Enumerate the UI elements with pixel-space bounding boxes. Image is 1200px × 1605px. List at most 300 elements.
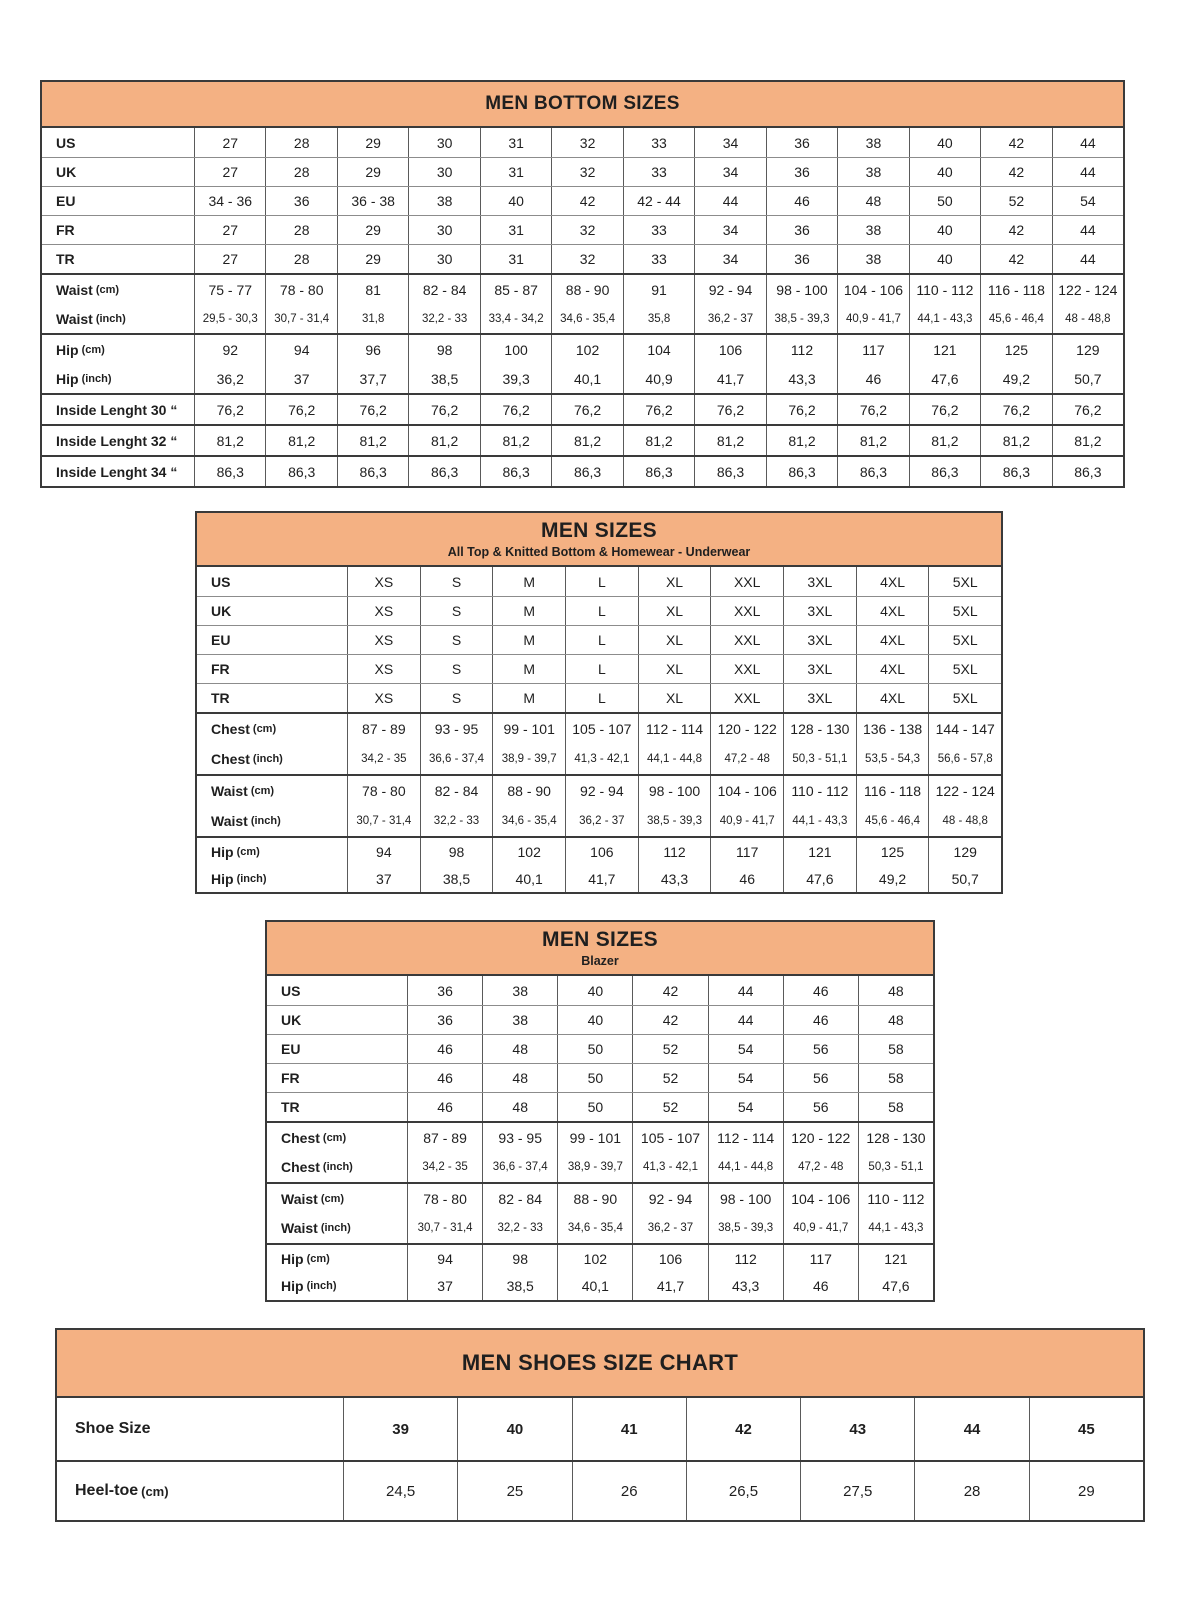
value-cell: 42 - 44: [623, 187, 694, 215]
row-label-text: Heel-toe: [75, 1482, 139, 1499]
value-cell: 76,2: [408, 395, 479, 424]
value-cell: [783, 714, 856, 774]
row-label: [42, 395, 194, 424]
inch-value: 36,2 - 37: [647, 1222, 694, 1235]
cm-value: 121: [808, 843, 832, 860]
row-label-text: Waist: [211, 783, 248, 799]
value-cell: 40: [909, 245, 980, 273]
inch-value: 41,7: [588, 870, 616, 887]
cm-value: 116 - 118: [987, 281, 1045, 298]
row-label: [197, 776, 347, 836]
value-cell: 4XL: [856, 655, 929, 683]
value-cell: L: [565, 684, 638, 712]
row-label: [42, 275, 194, 333]
value-cell: [194, 335, 265, 393]
value-cell: [783, 776, 856, 836]
value-cell: 42: [686, 1398, 800, 1460]
inch-value: 40,1: [573, 370, 602, 387]
cm-value: 94: [293, 341, 310, 358]
value-cell: 31: [480, 128, 551, 157]
inch-value: 47,6: [882, 1278, 910, 1295]
value-cell: [337, 275, 408, 333]
inch-value: 50,7: [1074, 370, 1102, 387]
value-cell: 3XL: [783, 626, 856, 654]
row-label-text: FR: [56, 222, 75, 238]
row-label: [267, 1006, 407, 1034]
value-cell: 54: [708, 1093, 783, 1121]
table-row: [42, 186, 1123, 215]
inch-label-line: [267, 1273, 407, 1301]
row-label-text: Chest: [211, 721, 250, 737]
value-cell: 81,2: [337, 426, 408, 455]
row-label-text: Waist: [56, 281, 93, 298]
value-cell: 46: [766, 187, 837, 215]
inch-value: 43,3: [788, 370, 816, 387]
value-cell: 4XL: [856, 684, 929, 712]
value-cell: 44: [694, 187, 765, 215]
men-sizes-tops-header: [197, 513, 1001, 567]
value-cell: [837, 335, 908, 393]
value-cell: [623, 335, 694, 393]
row-label-text: Inside Lenght 34 “: [56, 463, 178, 480]
value-cell: 86,3: [408, 457, 479, 486]
inch-value: 32,2 - 33: [421, 312, 468, 325]
value-cell: 29: [337, 216, 408, 244]
inch-value: 50,7: [951, 870, 979, 887]
value-cell: 42: [632, 976, 707, 1005]
value-cell: XS: [347, 567, 420, 596]
value-cell: 36 - 38: [337, 187, 408, 215]
cm-value: 122 - 124: [935, 783, 995, 799]
row-label: [42, 187, 194, 215]
inch-value: 40,9 - 41,7: [719, 815, 775, 827]
table-row: [42, 333, 1123, 393]
value-cell: 40: [557, 976, 632, 1005]
row-label: [197, 714, 347, 774]
cm-value: 92 - 94: [708, 281, 753, 298]
row-label: [197, 597, 347, 625]
row-label: [42, 245, 194, 273]
inch-label-line: [197, 865, 347, 892]
value-cell: 86,3: [480, 457, 551, 486]
value-cell: [407, 1184, 482, 1243]
inch-value: 36,6 - 37,4: [492, 1161, 548, 1174]
cm-value: 104 - 106: [843, 281, 904, 298]
value-cell: 38: [837, 216, 908, 244]
cm-value: 125: [1004, 341, 1029, 358]
inch-value: 34,6 - 35,4: [560, 312, 616, 325]
value-cell: L: [565, 626, 638, 654]
value-cell: 30: [408, 128, 479, 157]
value-cell: 54: [708, 1064, 783, 1092]
cm-label-line: [267, 1245, 407, 1273]
value-cell: 28: [265, 245, 336, 273]
inch-label-line: [42, 304, 194, 333]
cm-value: 106: [658, 1250, 683, 1267]
table-row: [42, 424, 1123, 455]
value-cell: S: [420, 597, 493, 625]
value-cell: 31: [480, 216, 551, 244]
table-row: [267, 1063, 933, 1092]
value-cell: [407, 1123, 482, 1182]
inch-value: 35,8: [647, 312, 671, 325]
value-cell: 28: [265, 128, 336, 157]
row-label-text: Hip: [56, 370, 79, 387]
value-cell: 46: [407, 1093, 482, 1121]
value-cell: [337, 335, 408, 393]
value-cell: XL: [638, 597, 711, 625]
value-cell: 58: [858, 1093, 933, 1121]
cm-value: 112: [734, 1250, 757, 1267]
inch-value: 49,2: [878, 870, 907, 887]
value-cell: L: [565, 597, 638, 625]
cm-value: 98 - 100: [719, 1190, 772, 1207]
value-cell: [565, 838, 638, 892]
inch-value: 40,9 - 41,7: [793, 1222, 849, 1235]
value-cell: 32: [551, 158, 622, 186]
row-label-text: Hip: [56, 341, 79, 358]
value-cell: [708, 1184, 783, 1243]
value-cell: 34: [694, 216, 765, 244]
table-row: [267, 1005, 933, 1034]
value-cell: 27,5: [800, 1462, 914, 1520]
inch-value: 46: [812, 1278, 829, 1295]
value-cell: 34: [694, 128, 765, 157]
value-cell: 31: [480, 245, 551, 273]
table-body: [57, 1398, 1143, 1520]
cm-value: 102: [517, 843, 541, 860]
inch-value: 34,6 - 35,4: [567, 1222, 623, 1235]
value-cell: 26,5: [686, 1462, 800, 1520]
value-cell: 76,2: [694, 395, 765, 424]
value-cell: S: [420, 626, 493, 654]
cm-value: 105 - 107: [572, 721, 632, 737]
value-cell: [551, 275, 622, 333]
row-label-unit: (cm): [306, 1252, 330, 1265]
cm-value: 98: [512, 1250, 528, 1267]
value-cell: 81,2: [837, 426, 908, 455]
value-cell: XXL: [710, 684, 783, 712]
value-cell: 3XL: [783, 597, 856, 625]
value-cell: 39: [343, 1398, 457, 1460]
row-label-unit: (inch): [81, 372, 112, 385]
row-label-unit: (cm): [95, 283, 120, 296]
cm-value: 104 - 106: [717, 783, 777, 799]
cm-label-line: [197, 838, 347, 865]
inch-label-line: [42, 364, 194, 393]
cm-value: 116 - 118: [863, 783, 922, 799]
value-cell: [694, 275, 765, 333]
inch-value: 36,2: [216, 370, 244, 387]
value-cell: 27: [194, 158, 265, 186]
value-cell: XL: [638, 684, 711, 712]
table-row: [42, 157, 1123, 186]
value-cell: XL: [638, 626, 711, 654]
row-label-text: Inside Lenght 30 “: [56, 401, 178, 418]
row-label: [267, 1064, 407, 1092]
value-cell: 46: [407, 1064, 482, 1092]
inch-value: 44,1 - 43,3: [917, 312, 973, 325]
value-cell: 76,2: [837, 395, 908, 424]
cm-label-line: [42, 275, 194, 304]
cm-value: 136 - 138: [862, 721, 923, 737]
row-label-unit: (cm): [320, 1192, 345, 1205]
inch-value: 38,9 - 39,7: [501, 753, 557, 765]
inch-value: 41,7: [656, 1278, 685, 1295]
value-cell: 5XL: [928, 597, 1001, 625]
value-cell: 44: [1052, 158, 1123, 186]
value-cell: 29: [337, 245, 408, 273]
value-cell: 81,2: [766, 426, 837, 455]
men-bottom-sizes-header: [42, 82, 1123, 128]
row-label-text: Chest: [211, 751, 250, 767]
row-label-text: Hip: [211, 843, 234, 860]
value-cell: [638, 838, 711, 892]
cm-value: 93 - 95: [434, 721, 479, 737]
cm-value: 117: [809, 1250, 832, 1267]
value-cell: 50: [557, 1064, 632, 1092]
cm-value: 105 - 107: [640, 1129, 701, 1146]
value-cell: M: [492, 684, 565, 712]
inch-value: 45,6 - 46,4: [865, 815, 921, 827]
row-label-unit: (inch): [322, 1161, 353, 1174]
value-cell: [856, 714, 929, 774]
table-row: [197, 836, 1001, 892]
table-subtitle: Blazer: [581, 954, 619, 968]
table-row: [42, 273, 1123, 333]
cm-value: 98 - 100: [648, 783, 701, 799]
value-cell: 86,3: [623, 457, 694, 486]
inch-value: 41,3 - 42,1: [643, 1161, 698, 1174]
row-label-text: Hip: [211, 870, 234, 887]
row-label: [42, 158, 194, 186]
value-cell: 46: [407, 1035, 482, 1063]
cm-value: 121: [933, 341, 957, 358]
cm-value: 82 - 84: [434, 783, 479, 799]
table-row: [197, 654, 1001, 683]
value-cell: 4XL: [856, 626, 929, 654]
row-label: [197, 567, 347, 596]
row-label-text: Waist: [56, 310, 93, 327]
inch-label-line: [267, 1153, 407, 1183]
inch-value: 45,6 - 46,4: [988, 312, 1044, 325]
value-cell: 86,3: [909, 457, 980, 486]
table-row: [42, 215, 1123, 244]
value-cell: [783, 1245, 858, 1300]
value-cell: 33: [623, 245, 694, 273]
cm-value: 129: [953, 843, 977, 860]
value-cell: 81,2: [980, 426, 1051, 455]
value-cell: 40: [557, 1006, 632, 1034]
inch-value: 38,5: [431, 370, 459, 387]
cm-value: 102: [583, 1250, 608, 1267]
row-label-unit: (cm): [236, 845, 260, 858]
value-cell: 46: [783, 1006, 858, 1034]
row-label: [197, 655, 347, 683]
inch-value: 48 - 48,8: [942, 815, 988, 827]
cm-value: 87 - 89: [362, 721, 406, 737]
row-label-text: UK: [281, 1012, 302, 1028]
value-cell: [710, 776, 783, 836]
table-row: [267, 1092, 933, 1121]
value-cell: [420, 776, 493, 836]
value-cell: 86,3: [551, 457, 622, 486]
row-label: [267, 1123, 407, 1182]
inch-label-line: [267, 1214, 407, 1244]
cm-value: 92 - 94: [648, 1190, 693, 1207]
row-label-text: US: [211, 573, 231, 590]
row-label: [267, 1035, 407, 1063]
row-label-unit: (cm): [81, 343, 105, 356]
inch-value: 34,6 - 35,4: [501, 815, 557, 827]
cm-value: 92 - 94: [580, 783, 624, 799]
inch-value: 39,3: [502, 370, 530, 387]
value-cell: [858, 1184, 933, 1243]
inch-value: 38,5 - 39,3: [647, 815, 703, 827]
inch-value: 32,2 - 33: [497, 1222, 543, 1235]
inch-value: 43,3: [660, 870, 689, 887]
value-cell: [783, 1123, 858, 1182]
value-cell: 81,2: [1052, 426, 1123, 455]
cm-value: 121: [884, 1250, 908, 1267]
table-row: [197, 774, 1001, 836]
cm-value: 128 - 130: [790, 721, 850, 737]
table-row: [42, 128, 1123, 157]
row-label: [42, 457, 194, 486]
row-label-unit: (inch): [252, 753, 283, 765]
value-cell: 28: [265, 216, 336, 244]
value-cell: [909, 275, 980, 333]
value-cell: 76,2: [980, 395, 1051, 424]
value-cell: [909, 335, 980, 393]
cm-value: 88 - 90: [507, 783, 551, 799]
value-cell: [766, 275, 837, 333]
inch-value: 36,6 - 37,4: [429, 753, 484, 765]
value-cell: 40: [480, 187, 551, 215]
table-row: [267, 1121, 933, 1182]
cm-value: 129: [1076, 341, 1100, 358]
cm-value: 93 - 95: [498, 1129, 542, 1146]
inch-value: 47,6: [931, 370, 959, 387]
value-cell: [632, 1184, 707, 1243]
table-title: MEN SHOES SIZE CHART: [461, 1350, 739, 1375]
row-label: [57, 1398, 343, 1460]
table-row: [197, 596, 1001, 625]
value-cell: 48: [858, 976, 933, 1005]
value-cell: [632, 1123, 707, 1182]
cm-value: 94: [376, 843, 392, 860]
value-cell: XS: [347, 684, 420, 712]
inch-value: 31,8: [361, 312, 385, 325]
row-label: [197, 838, 347, 892]
value-cell: [928, 714, 1001, 774]
cm-value: 78 - 80: [362, 783, 406, 799]
cm-value: 110 - 112: [867, 1190, 925, 1207]
value-cell: 58: [858, 1064, 933, 1092]
cm-value: 122 - 124: [1058, 281, 1118, 298]
value-cell: 81,2: [623, 426, 694, 455]
inch-value: 40,1: [581, 1278, 609, 1295]
table-row: [57, 1460, 1143, 1520]
inch-value: 47,2 - 48: [798, 1161, 844, 1174]
value-cell: 29: [1029, 1462, 1143, 1520]
value-cell: [980, 335, 1051, 393]
value-cell: 30: [408, 245, 479, 273]
inch-value: 29,5 - 30,3: [202, 312, 258, 325]
inch-value: 44,1 - 43,3: [868, 1222, 924, 1235]
cm-value: 82 - 84: [422, 281, 467, 298]
value-cell: L: [565, 655, 638, 683]
cm-label-line: [267, 1123, 407, 1153]
cm-label-line: [42, 335, 194, 364]
value-cell: [482, 1184, 557, 1243]
value-cell: [482, 1123, 557, 1182]
value-cell: [408, 275, 479, 333]
inch-value: 34,2 - 35: [361, 753, 407, 765]
value-cell: 42: [980, 245, 1051, 273]
row-label: [267, 976, 407, 1005]
value-cell: [980, 275, 1051, 333]
value-cell: 52: [980, 187, 1051, 215]
value-cell: 76,2: [766, 395, 837, 424]
inch-value: 50,3 - 51,1: [792, 753, 848, 765]
table-row: [267, 1182, 933, 1243]
value-cell: 4XL: [856, 597, 929, 625]
value-cell: [783, 1184, 858, 1243]
cm-label-line: [197, 714, 347, 744]
value-cell: 52: [632, 1035, 707, 1063]
value-cell: 33: [623, 216, 694, 244]
value-cell: 36: [766, 158, 837, 186]
cm-value: 88 - 90: [573, 1190, 618, 1207]
table-row: [197, 683, 1001, 712]
cm-value: 112 - 114: [645, 721, 704, 737]
value-cell: [551, 335, 622, 393]
value-cell: [694, 335, 765, 393]
table-title: MEN BOTTOM SIZES: [485, 93, 680, 114]
inch-value: 46: [865, 370, 882, 387]
cm-value: 120 - 122: [791, 1129, 851, 1146]
value-cell: XL: [638, 655, 711, 683]
value-cell: 34 - 36: [194, 187, 265, 215]
cm-value: 99 - 101: [503, 721, 555, 737]
inch-value: 36,2 - 37: [707, 312, 754, 325]
inch-value: 44,1 - 43,3: [792, 815, 848, 827]
value-cell: 44: [1052, 245, 1123, 273]
table-title: MEN SIZES: [541, 519, 657, 542]
inch-value: 44,1 - 44,8: [647, 753, 703, 765]
row-label-text: Waist: [281, 1190, 318, 1207]
value-cell: 32: [551, 128, 622, 157]
value-cell: S: [420, 684, 493, 712]
value-cell: [557, 1184, 632, 1243]
value-cell: 5XL: [928, 626, 1001, 654]
row-label-text: EU: [211, 632, 231, 648]
value-cell: XS: [347, 597, 420, 625]
table-body: [267, 976, 933, 1300]
value-cell: 32: [551, 216, 622, 244]
value-cell: 27: [194, 128, 265, 157]
value-cell: 50: [557, 1035, 632, 1063]
inch-value: 56,6 - 57,8: [937, 753, 993, 765]
table-row: [197, 712, 1001, 774]
cm-value: 96: [365, 341, 381, 358]
row-label-text: EU: [56, 193, 76, 209]
value-cell: 76,2: [551, 395, 622, 424]
row-label-unit: (cm): [322, 1131, 347, 1144]
value-cell: [638, 714, 711, 774]
value-cell: [420, 838, 493, 892]
